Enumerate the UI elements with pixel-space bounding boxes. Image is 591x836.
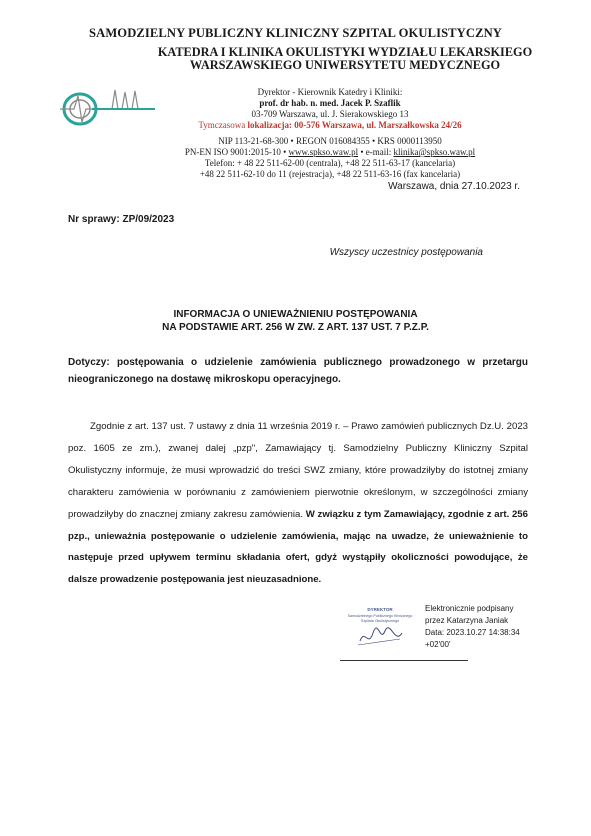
subject-line: Dotyczy: postępowania o udzielenie zamówienia publicznego prowadzonego w przetargu nieograniczonego na dostawę mikroskopu operacyjnego. <box>68 357 528 385</box>
phone-line-2: +48 22 511-62-10 do 11 (rejestracja), +48 22 511-63-16 (fax kancelaria) <box>199 169 461 179</box>
director-name: prof. dr hab. n. med. Jacek P. Szaflik <box>259 98 401 108</box>
email-label: • e-mail: <box>360 147 392 157</box>
iso-certificate: PN-EN ISO 9001:2015-10 • <box>184 147 287 157</box>
addressee: Wszyscy uczestnicy postępowania <box>329 247 483 258</box>
electronic-signature-block <box>425 603 520 651</box>
handwritten-signature <box>360 628 402 641</box>
contact-line <box>160 147 500 158</box>
temporary-location-prefix: Tymczasowa <box>198 120 246 130</box>
website-link[interactable]: www.spkso.waw.pl <box>288 147 359 157</box>
signature-divider <box>340 660 468 661</box>
temporary-location <box>160 120 500 131</box>
signature-line-1: Elektronicznie podpisany <box>425 604 514 613</box>
hospital-name: SAMODZIELNY PUBLICZNY KLINICZNY SZPITAL OKULISTYCZNY <box>89 26 502 40</box>
place-date: Warszawa, dnia 27.10.2023 r. <box>388 181 520 192</box>
body-text-bold: W związku z tym Zamawiający, zgodnie z art. 256 pzp., unieważnia postępowanie o udzielenie zamówienia, mając na uwadze, że unieważnienie to następuje przed upływem terminu składania ofert, gdyż wystąpiły okoliczności powodujące, że dalsze prowadzenie postępowania jest nieuzasadnione. <box>68 508 528 586</box>
director-role: Dyrektor - Kierownik Katedry i Kliniki: <box>257 87 403 97</box>
body-text <box>68 416 528 591</box>
stamp-line-2: Szpitala Okulistycznego <box>360 619 400 623</box>
registry-numbers: NIP 113-21-68-300 • REGON 016084355 • KRS 0000113950 <box>218 136 442 146</box>
body-text-regular: Zgodnie z art. 137 ust. 7 ustawy z dnia 11 września 2019 r. – Prawo zamówień publicznych Dz.U. 2023 poz. 1605 ze zm.), zwanej dalej „pzp", Zamawiający tj. Samodzielny Publiczny Kliniczny Szpital Okulistyczny informuje, że musi wprowadzić do treści SWZ zmiany, które prowadziłyby do istotnej zmiany charakteru zamówienia w porównaniu z zamówieniem pierwotnie określonym, w szczególności zmiany prowadziłyby do znacznej zmiany zakresu zamówienia. <box>68 421 528 520</box>
document-title <box>0 308 591 334</box>
document-title-line-1: INFORMACJA O UNIEWAŻNIENIU POSTĘPOWANIA <box>173 309 418 320</box>
stamp-line-1: Samodzielnego Publicznego Klinicznego <box>347 614 413 618</box>
department-name <box>150 46 540 72</box>
director-stamp <box>340 603 420 651</box>
phone-line-1: Telefon: + 48 22 511-62-00 (centrala), +48 22 511-63-17 (kancelaria) <box>204 158 456 168</box>
document-title-line-2: NA PODSTAWIE ART. 256 W ZW. Z ART. 137 UST. 7 P.Z.P. <box>162 322 429 333</box>
hospital-address: 03-709 Warszawa, ul. J. Sierakowskiego 13 <box>251 109 409 119</box>
email-link[interactable]: klinika@spkso.waw.pl <box>393 147 476 157</box>
body-paragraph <box>68 416 528 591</box>
case-number: Nr sprawy: ZP/09/2023 <box>68 214 175 225</box>
stamp-title: DYREKTOR <box>367 607 393 612</box>
signature-line-2: przez Katarzyna Janiak <box>425 616 509 625</box>
department-line-1: KATEDRA I KLINIKA OKULISTYKI WYDZIAŁU LEKARSKIEGO <box>157 45 533 59</box>
signature-line-4: +02'00' <box>425 640 451 649</box>
signature-line-3: Data: 2023.10.27 14:38:34 <box>425 628 520 637</box>
department-line-2: WARSZAWSKIEGO UNIWERSYTETU MEDYCZNEGO <box>189 58 501 72</box>
hospital-logo <box>60 86 155 131</box>
temporary-location-address: lokalizacja: 00-576 Warszawa, ul. Marszałkowska 24/26 <box>247 120 462 130</box>
